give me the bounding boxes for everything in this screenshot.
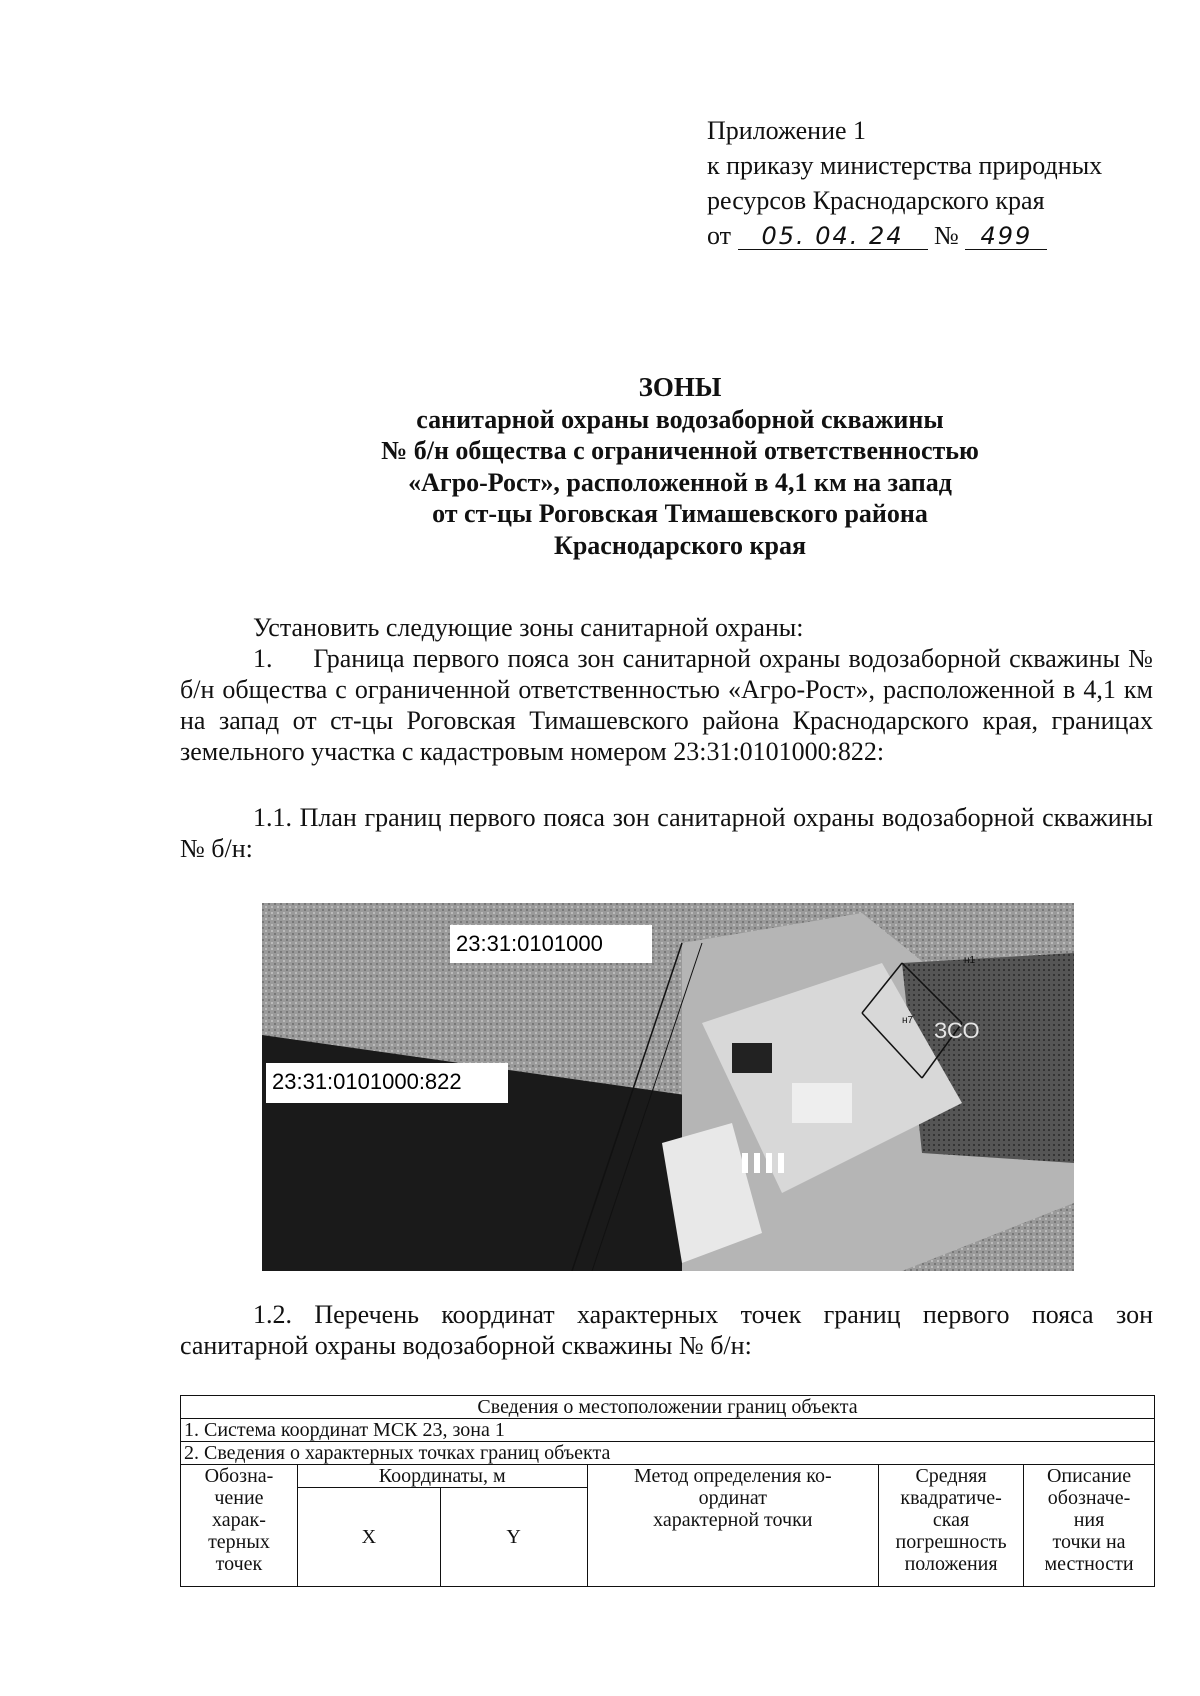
col-designation: Обозна- чение харак- терных точек — [181, 1465, 298, 1587]
title-line-1: санитарной охраны водозаборной скважины — [416, 404, 944, 434]
item-1-2-paragraph: 1.2. Перечень координат характерных точек границ первого пояса зон санитарной охраны водозаборной скважины № б/н: — [180, 1300, 1153, 1360]
coordinates-table — [180, 1395, 1155, 1587]
appendix-block — [707, 113, 1167, 253]
appendix-line-2: к приказу министерства природных — [707, 151, 1103, 180]
title-line-3: «Агро-Рост», расположенной в 4,1 км на запад — [408, 467, 952, 497]
document-title — [160, 372, 1200, 561]
number-sign: № — [934, 221, 959, 250]
table-header-row — [181, 1396, 1155, 1419]
table-row — [181, 1442, 1155, 1465]
title-line-4: от ст-цы Роговская Тимашевского района — [432, 499, 928, 528]
cadastral-parcel-label: 23:31:0101000:822 — [266, 1063, 508, 1103]
intro-paragraph: Установить следующие зоны санитарной охраны: — [253, 613, 804, 642]
title-line-5: Краснодарского края — [553, 530, 807, 560]
sanitary-zone-label: ЗСО — [934, 1018, 980, 1043]
title-main: ЗОНЫ — [638, 372, 722, 402]
table-row — [181, 1419, 1155, 1442]
coordinate-system-row: 1. Система координат МСК 23, зона 1 — [181, 1419, 1155, 1442]
date-prefix: от — [707, 221, 732, 250]
title-line-2: № б/н общества с ограниченной ответственностью — [381, 436, 979, 465]
col-method: Метод определения ко- ординат характерной точки — [587, 1465, 879, 1587]
appendix-date-line — [707, 218, 1167, 253]
item-1-1-paragraph: 1.1. План границ первого пояса зон санитарной охраны водозаборной скважины № б/н: — [180, 803, 1153, 863]
table-header: Сведения о местоположении границ объекта — [181, 1396, 1155, 1419]
col-error: Средняя квадратиче- ская погрешность положения — [879, 1465, 1024, 1587]
point-n1-label: н1 — [964, 955, 976, 966]
col-description: Описание обозначе- ния точки на местности — [1024, 1465, 1155, 1587]
order-date: 05. 04. 24 — [738, 223, 928, 250]
point-n7-label: н7 — [902, 1015, 914, 1026]
cadastral-block-label: 23:31:0101000 — [450, 925, 652, 963]
points-info-row: 2. Сведения о характерных точках границ объекта — [181, 1442, 1155, 1465]
table-column-headers — [181, 1465, 1155, 1488]
order-number: 499 — [965, 223, 1047, 250]
appendix-line-1: Приложение 1 — [707, 116, 867, 145]
item-1-paragraph: 1. Граница первого пояса зон санитарной охраны водозаборной скважины № б/н общества с ограниченной ответственностью «Агро-Рост», расположенной в 4,1 км на запад от ст-цы Роговская Тимашевского района Краснодарского края, границах земельного участка с кадастровым номером 23:31:0101000:822: — [180, 644, 1153, 766]
appendix-line-3: ресурсов Краснодарского края — [707, 186, 1045, 215]
col-coordinates: Координаты, м — [297, 1465, 587, 1488]
boundary-plan-map — [262, 903, 1074, 1271]
col-x: X — [297, 1488, 440, 1587]
col-y: Y — [440, 1488, 587, 1587]
